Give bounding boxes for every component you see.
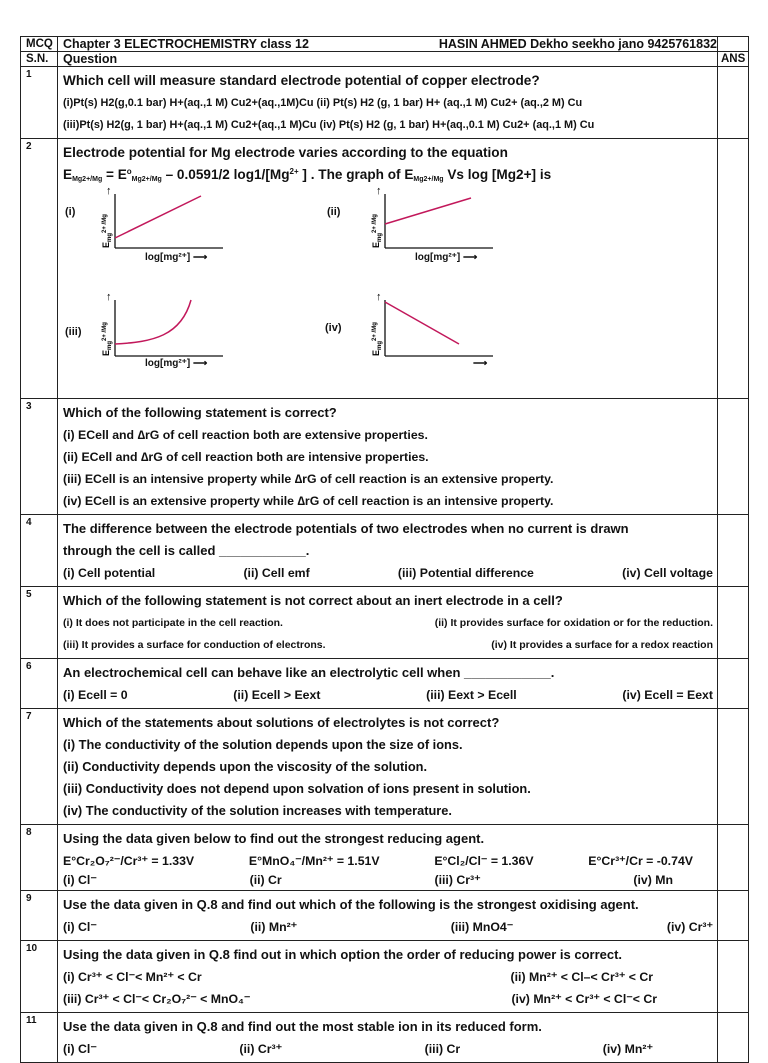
option: (i) Ecell = 0 (63, 688, 128, 702)
option: (iii) MnO4⁻ (450, 920, 514, 934)
question-number: 8 (21, 825, 58, 891)
answer-cell (718, 139, 749, 399)
option: (i) It does not participate in the cell reaction. (63, 617, 283, 629)
question-content (58, 1013, 718, 1063)
eq-sub: Mg2+/Mg (72, 176, 103, 183)
eq-sub3: Mg2+/Mg (413, 176, 444, 183)
option: (iii) Eext > Ecell (426, 688, 517, 702)
eq-sub2: Mg2+/Mg (131, 176, 162, 183)
question-stem: The difference between the electrode potentials of two electrodes when no current is drawn (63, 521, 629, 536)
eq-rest2: ] . The graph of E (298, 167, 414, 182)
x-axis-text: log[mg²⁺] (415, 252, 461, 263)
option: (ii) Ecell > Eext (233, 688, 321, 702)
option: (iii) ECell is an intensive property while ∆rG of cell reaction is an extensive property. (63, 472, 554, 486)
x-axis-text: log[mg²⁺] (145, 252, 191, 263)
y-axis-label: $E_{mg}^{2+ /Mg}$ (101, 322, 113, 356)
curve-rising (115, 300, 191, 344)
options-row (63, 634, 713, 656)
line-increasing-offset (385, 198, 471, 224)
option: (iii) Cr (424, 1042, 461, 1056)
answer-cell (718, 825, 749, 891)
question-stem: Which of the statements about solutions of electrolytes is not correct? (63, 715, 500, 730)
question-stem: Using the data given in Q.8 find out in which option the order of reducing power is correct. (63, 947, 623, 962)
answer-cell (718, 891, 749, 941)
option: (ii) ECell and ∆rG of cell reaction both are intensive properties. (63, 450, 429, 464)
question-stem: Which of the following statement is not correct about an inert electrode in a cell? (63, 593, 563, 608)
x-axis-arrow-iv: ⟶ (473, 358, 488, 369)
option: (ii) Cr³⁺ (239, 1042, 283, 1056)
question-stem: Use the data given in Q.8 and find out the most stable ion in its reduced form. (63, 1019, 542, 1034)
column-header-row (21, 52, 749, 67)
options-row (63, 684, 713, 706)
title-empty (718, 37, 749, 52)
x-axis-label-i: log[mg²⁺] ⟶ (145, 252, 208, 263)
graph-label-iv: (iv) (325, 322, 342, 334)
option: (ii) Mn²⁺ (250, 920, 298, 934)
question-row (21, 67, 749, 139)
option: (iii) Cr³⁺ (434, 873, 481, 887)
question-number: 1 (21, 67, 58, 139)
graph-label-ii: (ii) (327, 206, 341, 218)
option: (iv) Cr³⁺ (666, 920, 713, 934)
x-axis-label-ii: log[mg²⁺] ⟶ (415, 252, 478, 263)
question-stem: Use the data given in Q.8 and find out which of the following is the strongest oxidising agent. (63, 897, 639, 912)
line-increasing (115, 196, 201, 238)
question-stem: Electrode potential for Mg electrode varies according to the equation (63, 145, 508, 160)
question-stem: An electrochemical cell can behave like an electrolytic cell when ____________. (63, 665, 555, 680)
graph-label-i: (i) (65, 206, 76, 218)
question-number: 6 (21, 659, 58, 709)
eq-mid: = E (102, 167, 127, 182)
question-number: 4 (21, 515, 58, 587)
option: (ii) Cell emf (243, 566, 310, 580)
mcq-label: MCQ (21, 37, 58, 52)
x-axis-label-iii: log[mg²⁺] ⟶ (145, 358, 208, 369)
question-row (21, 587, 749, 659)
option: (iv) Mn²⁺ (602, 1042, 653, 1056)
option-line: (i)Pt(s) H2(g,0.1 bar) H+(aq.,1 M) Cu2+(aq.,1M)Cu (ii) Pt(s) H2 (g, 1 bar) H+ (aq.,1 M) Cu2+ (aq.,2 M) Cu (63, 97, 583, 109)
answer-cell (718, 1013, 749, 1063)
options-row (63, 988, 713, 1010)
question-row (21, 825, 749, 891)
question-number: 7 (21, 709, 58, 825)
question-content (58, 587, 718, 659)
author-line: HASIN AHMED Dekho seekho jano 9425761832 (438, 37, 717, 51)
y-axis-label: $E_{mg}^{2+ /Mg}$ (371, 214, 383, 248)
sn-header: S.N. (21, 52, 58, 67)
option: (i) Cl⁻ (63, 920, 97, 934)
answer-cell (718, 67, 749, 139)
question-row (21, 941, 749, 1013)
question-content (58, 659, 718, 709)
option: (iii) Conductivity does not depend upon solvation of ions present in solution. (63, 781, 531, 796)
question-content (58, 139, 718, 399)
question-number: 9 (21, 891, 58, 941)
chapter-title: Chapter 3 ELECTROCHEMISTRY class 12 (63, 37, 309, 51)
answer-cell (718, 709, 749, 825)
eq-rest: – 0.0591/2 log1/[Mg (161, 167, 290, 182)
line-decreasing (385, 302, 459, 344)
title-cell (58, 37, 718, 52)
eq-e: E (63, 167, 73, 182)
question-row (21, 515, 749, 587)
answer-cell (718, 515, 749, 587)
answer-cell (718, 941, 749, 1013)
question-row (21, 709, 749, 825)
svg-text:↑: ↑ (106, 186, 112, 197)
data-row (63, 850, 713, 872)
options-row (63, 872, 713, 888)
option: (i) ECell and ∆rG of cell reaction both are extensive properties. (63, 428, 428, 442)
answer-cell (718, 399, 749, 515)
svg-text:↑: ↑ (106, 292, 112, 303)
question-table (20, 36, 749, 1063)
svg-text:↑: ↑ (376, 292, 382, 303)
eq-end: Vs log [Mg2+] is (443, 167, 552, 182)
option: (i) Cr³⁺ < Cl⁻< Mn²⁺ < Cr (63, 970, 202, 984)
options-row (63, 612, 713, 634)
question-content (58, 891, 718, 941)
question-row (21, 659, 749, 709)
options-row (63, 916, 713, 938)
options-row (63, 562, 713, 584)
question-row (21, 139, 749, 399)
question-number: 3 (21, 399, 58, 515)
question-content (58, 399, 718, 515)
option: (iii) Cr³⁺ < Cl⁻< Cr₂O₇²⁻ < MnO₄⁻ (63, 992, 251, 1006)
option: (iv) Mn²⁺ < Cr³⁺ < Cl⁻< Cr (511, 992, 657, 1006)
question-content (58, 515, 718, 587)
answer-cell (718, 587, 749, 659)
graph-options (63, 186, 713, 396)
title-row (21, 37, 749, 52)
question-stem-cont: through the cell is called ____________. (63, 543, 310, 558)
question-content (58, 825, 718, 891)
svg-text:↑: ↑ (376, 186, 382, 197)
graph-label-iii: (iii) (65, 326, 82, 338)
option: (ii) Mn²⁺ < Cl–< Cr³⁺ < Cr (510, 970, 653, 984)
option: (iv) It provides a surface for a redox reaction (491, 639, 713, 651)
option: (iv) Cell voltage (622, 566, 713, 580)
answer-cell (718, 659, 749, 709)
potential-data: E°Cr³⁺/Cr = -0.74V (588, 854, 693, 868)
question-content (58, 67, 718, 139)
option: (i) Cell potential (63, 566, 156, 580)
options-row (63, 1038, 713, 1060)
y-axis-label: $E_{mg}^{2+ /Mg}$ (371, 322, 383, 356)
option: (iv) The conductivity of the solution increases with temperature. (63, 803, 452, 818)
option: (iv) Ecell = Eext (622, 688, 713, 702)
question-row (21, 891, 749, 941)
option: (i) Cl⁻ (63, 873, 97, 887)
question-stem: Which cell will measure standard electrode potential of copper electrode? (63, 73, 540, 88)
question-content (58, 941, 718, 1013)
potential-data: E°MnO₄⁻/Mn²⁺ = 1.51V (248, 854, 380, 868)
question-header: Question (58, 52, 718, 67)
ans-header: ANS (718, 52, 749, 67)
x-axis-text: log[mg²⁺] (145, 358, 191, 369)
question-number: 2 (21, 139, 58, 399)
option: (ii) It provides surface for oxidation or for the reduction. (434, 617, 713, 629)
option: (iv) Mn (633, 873, 673, 887)
question-row (21, 399, 749, 515)
y-axis-label: $E_{mg}^{2+ /Mg}$ (101, 214, 113, 248)
nernst-equation (63, 164, 713, 186)
option: (iv) ECell is an extensive property while ∆rG of cell reaction is an intensive property. (63, 494, 554, 508)
question-stem: Using the data given below to find out the strongest reducing agent. (63, 831, 485, 846)
options-row (63, 966, 713, 988)
option: (i) The conductivity of the solution depends upon the size of ions. (63, 737, 463, 752)
eq-o: o (126, 167, 132, 176)
question-stem: Which of the following statement is correct? (63, 405, 337, 420)
question-row (21, 1013, 749, 1063)
option: (iii) Potential difference (397, 566, 534, 580)
question-content (58, 709, 718, 825)
question-number: 5 (21, 587, 58, 659)
potential-data: E°Cl₂/Cl⁻ = 1.36V (434, 854, 534, 868)
option-line: (iii)Pt(s) H2(g, 1 bar) H+(aq.,1 M) Cu2+(aq.,1 M)Cu (iv) Pt(s) H2 (g, 1 bar) H+(aq.,0.1 M) Cu2+ (aq.,1 M) Cu (63, 119, 595, 131)
question-number: 10 (21, 941, 58, 1013)
option: (ii) Conductivity depends upon the viscosity of the solution. (63, 759, 428, 774)
question-number: 11 (21, 1013, 58, 1063)
potential-data: E°Cr₂O₇²⁻/Cr³⁺ = 1.33V (63, 854, 195, 868)
option: (i) Cl⁻ (63, 1042, 97, 1056)
option: (ii) Cr (249, 873, 282, 887)
eq-sup: 2+ (289, 167, 299, 176)
option: (iii) It provides a surface for conduction of electrons. (63, 639, 326, 651)
